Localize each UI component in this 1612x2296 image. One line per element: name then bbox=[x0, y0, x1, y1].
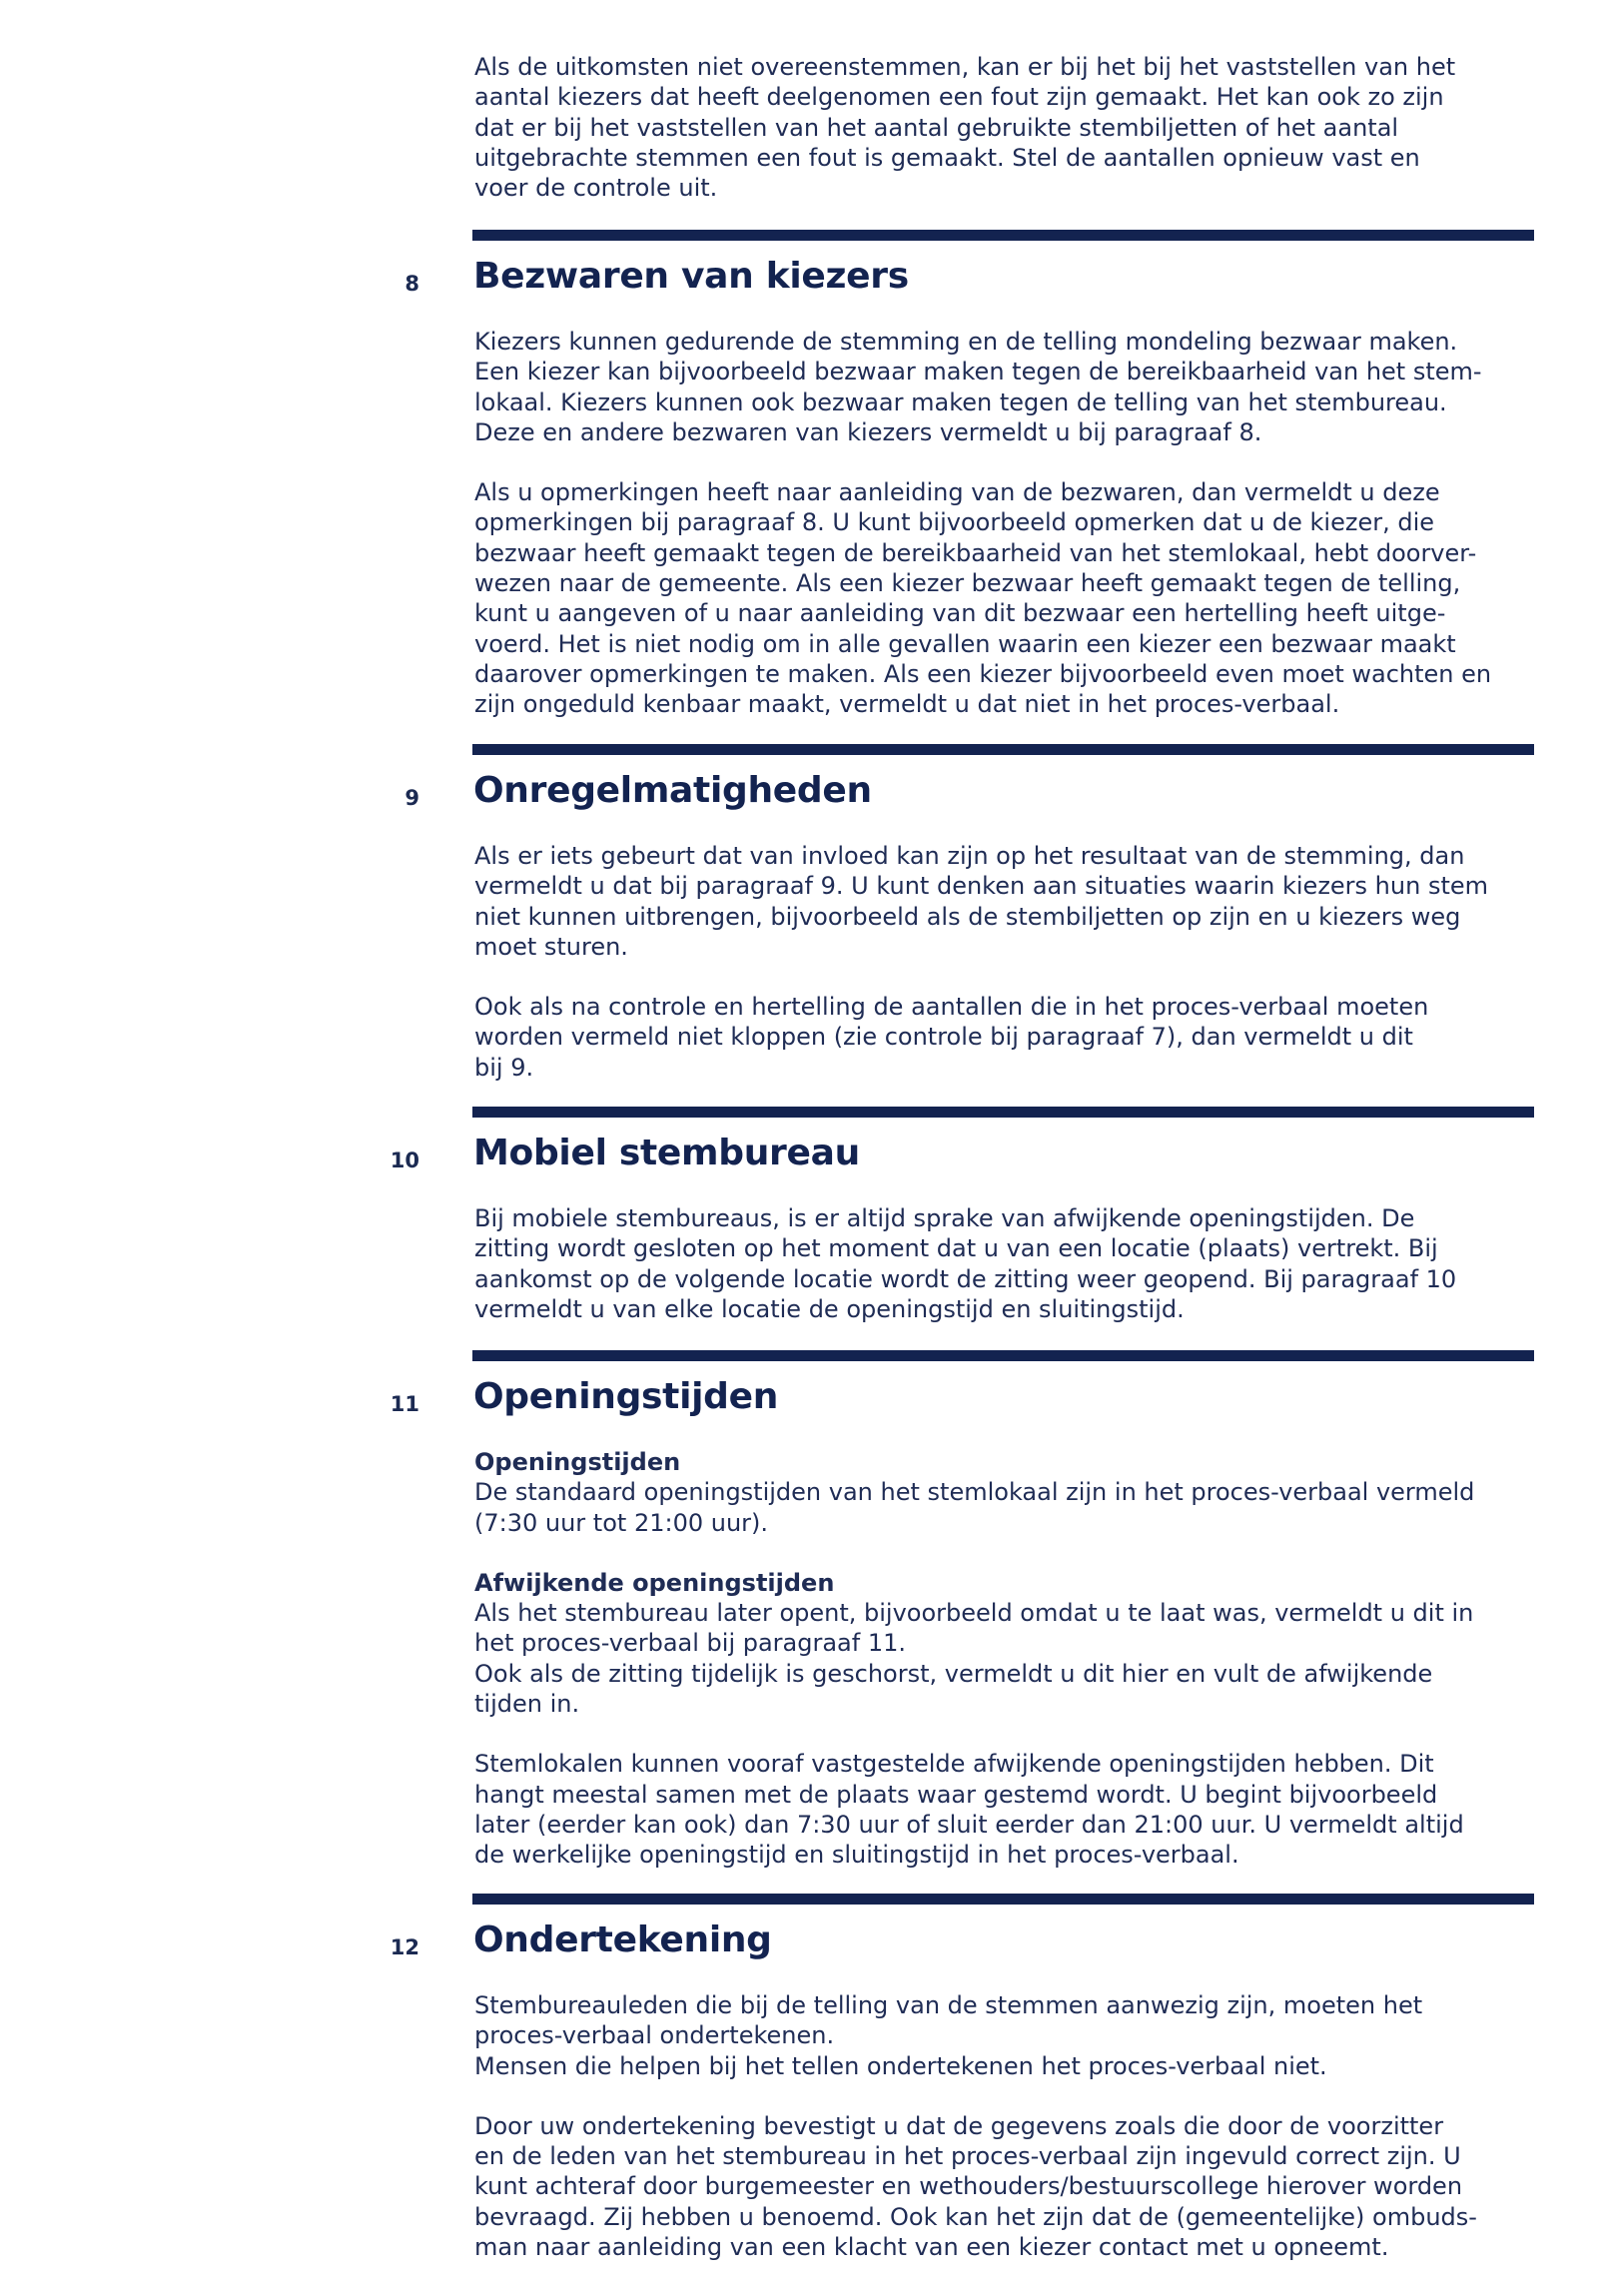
section-divider bbox=[472, 1107, 1534, 1118]
section-divider bbox=[472, 744, 1534, 755]
section-number: 11 bbox=[390, 1392, 419, 1416]
section-body bbox=[474, 841, 1535, 1083]
section-body bbox=[474, 1203, 1535, 1324]
paragraph: Bij mobiele stembureaus, is er altijd sprake van afwijkende openingstijden. De zitting wordt gesloten op het moment dat u van een locatie (plaats) vertrekt. Bij aankomst op de volgende locatie wordt de zitting weer geopend. Bij paragraaf 10 vermeldt u van elke locatie de openingstijd en sluitingstijd. bbox=[474, 1204, 1457, 1323]
paragraph: Stembureauleden die bij de telling van de stemmen aanwezig zijn, moeten het proces-verbaal ondertekenen. Mensen die helpen bij het tellen ondertekenen het proces-verbaal niet. bbox=[474, 1991, 1423, 2080]
paragraph: Ook als na controle en hertelling de aantallen die in het proces-verbaal moeten worden vermeld niet kloppen (zie controle bij paragraaf 7), dan vermeldt u dit bij 9. bbox=[474, 993, 1429, 1082]
section-title: Mobiel stembureau bbox=[473, 1133, 860, 1173]
paragraph: Door uw ondertekening bevestigt u dat de gegevens zoals die door de voorzitter en de leden van het stembureau in het proces-verbaal zijn ingevuld correct zijn. U kunt achteraf door burgemeester en wethouders/bestuurscollege hierover worden bevraagd. Zij hebben u benoemd. Ook kan het zijn dat de (gemeentelijke) ombuds- man naar aanleiding van een klacht van een kiezer contact met u opneemt. bbox=[474, 2111, 1477, 2262]
subheading: Afwijkende openingstijden bbox=[474, 1568, 835, 1597]
section-divider bbox=[472, 1894, 1534, 1905]
section-number: 9 bbox=[404, 786, 419, 810]
section-number: 8 bbox=[404, 272, 419, 296]
section-title: Openingstijden bbox=[473, 1376, 779, 1417]
section-body bbox=[474, 1447, 1535, 1871]
paragraph: De standaard openingstijden van het stemlokaal zijn in het proces-verbaal vermeld (7:30 uur tot 21:00 uur). bbox=[474, 1478, 1475, 1537]
paragraph: Kiezers kunnen gedurende de stemming en de telling mondeling bezwaar maken. Een kiezer kan bijvoorbeeld bezwaar maken tegen de bereikbaarheid van het stem- lokaal. Kiezers kunnen ook bezwaar maken tegen de telling van het stembureau. Deze en andere bezwaren van kiezers vermeldt u bij paragraaf 8. bbox=[474, 328, 1482, 446]
subheading: Openingstijden bbox=[474, 1448, 681, 1476]
paragraph: Als er iets gebeurt dat van invloed kan zijn op het resultaat van de stemming, dan vermeldt u dat bij paragraaf 9. U kunt denken aan situaties waarin kiezers hun stem niet kunnen uitbrengen, bijvoorbeeld als de stembiljetten op zijn en u kiezers weg moet sturen. bbox=[474, 842, 1488, 961]
section-title: Onregelmatigheden bbox=[473, 770, 872, 811]
paragraph: Als het stembureau later opent, bijvoorbeeld omdat u te laat was, vermeldt u dit in het proces-verbaal bij paragraaf 11. Ook als de zitting tijdelijk is geschorst, vermeldt u dit hier en vult de afwijkende tijden in. bbox=[474, 1599, 1474, 1719]
intro-paragraph: Als de uitkomsten niet overeenstemmen, kan er bij het bij het vaststellen van het aantal kiezers dat heeft deelgenomen een fout zijn gemaakt. Het kan ook zo zijn dat er bij het vaststellen van het aantal gebruikte stembiljetten of het aantal uitgebrachte stemmen een fout is gemaakt. Stel de aantallen opnieuw vast en voer de controle uit. bbox=[474, 53, 1456, 203]
section-divider bbox=[472, 230, 1534, 241]
section-divider bbox=[472, 1350, 1534, 1361]
paragraph: Als u opmerkingen heeft naar aanleiding van de bezwaren, dan vermeldt u deze opmerkingen bij paragraaf 8. U kunt bijvoorbeeld opmerken dat u de kiezer, die bezwaar heeft gemaakt tegen de bereikbaarheid van het stemlokaal, hebt doorver- wezen naar de gemeente. Als een kiezer bezwaar heeft gemaakt tegen de telling, kunt u aangeven of u naar aanleiding van dit bezwaar een hertelling heeft uitge- voerd. Het is niet nodig om in alle gevallen waarin een kiezer een bezwaar maakt daarover opmerkingen te maken. Als een kiezer bijvoorbeeld even moet wachten en zijn ongeduld kenbaar maakt, vermeldt u dat niet in het proces-verbaal. bbox=[474, 478, 1492, 719]
section-number: 10 bbox=[390, 1148, 419, 1172]
section-body bbox=[474, 1990, 1535, 2262]
intro-block bbox=[474, 52, 1533, 203]
section-title: Bezwaren van kiezers bbox=[473, 256, 909, 297]
section-body bbox=[474, 327, 1535, 720]
section-title: Ondertekening bbox=[473, 1919, 772, 1960]
paragraph: Stemlokalen kunnen vooraf vastgestelde afwijkende openingstijden hebben. Dit hangt meestal samen met de plaats waar gestemd wordt. U begint bijvoorbeeld later (eerder kan ook) dan 7:30 uur of sluit eerder dan 21:00 uur. U vermeldt altijd de werkelijke openingstijd en sluitingstijd in het proces-verbaal. bbox=[474, 1750, 1464, 1870]
section-number: 12 bbox=[390, 1935, 419, 1959]
